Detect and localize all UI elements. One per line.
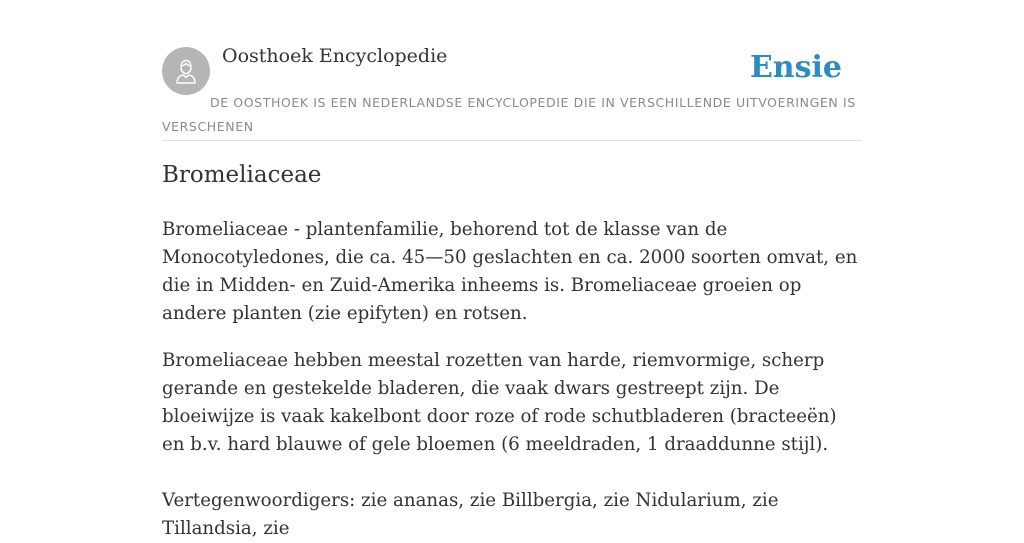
article-paragraph: Vertegenwoordigers: zie ananas, zie Billbergia, zie Nidularium, zie Tillandsia, zie	[162, 490, 779, 539]
avatar[interactable]	[162, 47, 210, 95]
page-container	[162, 0, 862, 539]
article-body	[162, 216, 862, 543]
article-paragraph: Bromeliaceae - plantenfamilie, behorend tot de klasse van de Monocotyledones, die ca. 45—50 geslachten en ca. 2000 soorten omvat, en die in Midden- en Zuid-Amerika inheems is. Bromeliaceae groeien op andere planten (zie epifyten) en rotsen.	[162, 219, 858, 324]
user-silhouette-icon	[171, 56, 201, 86]
page-title: Bromeliaceae	[162, 162, 322, 188]
brand-logo[interactable]: Ensie	[749, 50, 842, 85]
site-tagline: DE OOSTHOEK IS EEN NEDERLANDSE ENCYCLOPEDIE DIE IN VERSCHILLENDE UITVOERINGEN IS VERSCHENEN	[162, 95, 856, 134]
site-name[interactable]: Oosthoek Encyclopedie	[222, 45, 448, 67]
article-paragraph: Bromeliaceae hebben meestal rozetten van harde, riemvormige, scherp gerande en gestekelde bladeren, die vaak dwars gestreept zijn. De bloeiwijze is vaak kakelbont door roze of rode schutbladeren (bracteeën) en b.v. hard blauwe of gele bloemen (6 meeldraden, 1 draaddunne stijl).	[162, 350, 837, 455]
site-header	[162, 0, 862, 141]
